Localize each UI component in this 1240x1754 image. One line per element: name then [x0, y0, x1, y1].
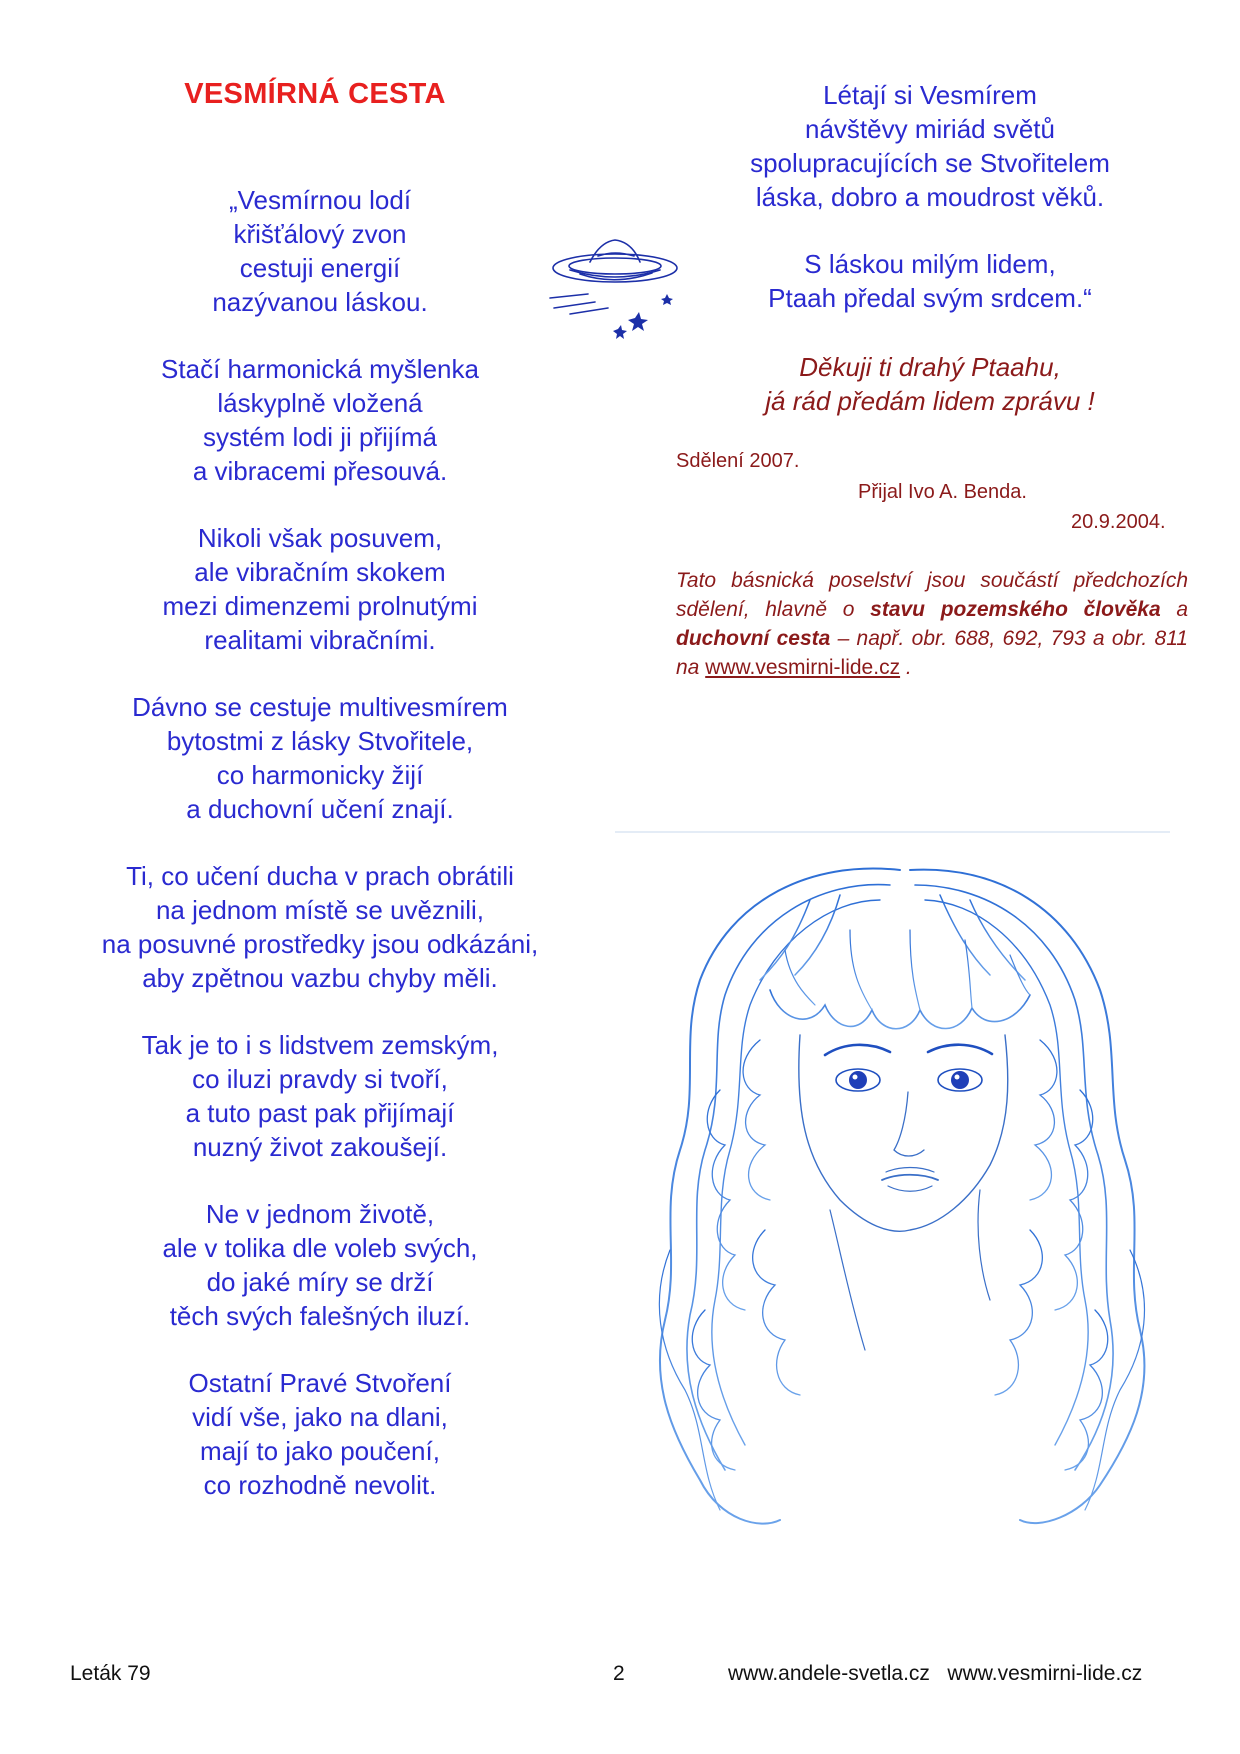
poem-line: Nikoli však posuvem,: [197, 523, 443, 553]
poem-line: nuzný život zakoušejí.: [192, 1132, 448, 1162]
poem-line: bytostmi z lásky Stvořitele,: [166, 726, 474, 756]
note-text: a: [1160, 598, 1188, 621]
poem-line: S láskou milým lidem,: [804, 249, 1056, 279]
poem-line: těch svých falešných iluzí.: [169, 1301, 471, 1331]
thanks-line: já rád předám lidem zprávu !: [765, 386, 1095, 416]
poem-line: návštěvy miriád světů: [805, 114, 1055, 144]
poem-line: co harmonicky žijí: [216, 760, 424, 790]
leaflet-number: Leták 79: [70, 1662, 151, 1685]
poem-stanza: [40, 521, 600, 657]
note-text: Tato básnická poselství jsou součástí předchozích sdělení, hlavně o: [676, 569, 1188, 621]
poem-stanza: [40, 352, 600, 488]
page-number: 2: [613, 1662, 625, 1685]
poem-line: systém lodi ji přijímá: [202, 422, 438, 452]
message-year: Sdělení 2007.: [676, 450, 800, 472]
poem-line: na posuvné prostředky jsou odkázáni,: [101, 929, 539, 959]
poem-stanza: [690, 247, 1170, 315]
ufo-icon: [540, 228, 690, 348]
poem-line: ale v tolika dle voleb svých,: [162, 1233, 478, 1263]
left-poem: [40, 183, 600, 1535]
poem-line: „Vesmírnou lodí: [228, 185, 412, 215]
poem-line: Létají si Vesmírem: [823, 80, 1037, 110]
note-text: – např. obr. 688, 692, 793 a obr. 811 na: [676, 627, 1188, 679]
poem-stanza: [40, 1197, 600, 1333]
received-by: Přijal Ivo A. Benda.: [858, 481, 1027, 503]
portrait-icon: [610, 830, 1190, 1570]
poem-line: do jaké míry se drží: [206, 1267, 434, 1297]
poem-line: Ptaah předal svým srdcem.“: [768, 283, 1092, 313]
star-icon: [613, 294, 673, 339]
message-date: 20.9.2004.: [1071, 511, 1166, 533]
poem-line: mají to jako poučení,: [200, 1436, 440, 1466]
poem-line: Stačí harmonická myšlenka: [161, 354, 479, 384]
note-bold-path: duchovní cesta: [676, 627, 831, 650]
thanks-text: [690, 350, 1170, 418]
poem-line: co iluzi pravdy si tvoří,: [192, 1064, 448, 1094]
poem-stanza: [40, 690, 600, 826]
poem-line: realitami vibračními.: [204, 625, 436, 655]
note-text: .: [900, 656, 912, 679]
note-bold-state: stavu pozemského člověka: [870, 598, 1161, 621]
reference-note: [676, 566, 1188, 682]
website-link[interactable]: www.vesmirni-lide.cz: [705, 656, 901, 679]
poem-line: a vibracemi přesouvá.: [192, 456, 448, 486]
poem-stanza: [40, 183, 600, 319]
poem-line: ale vibračním skokem: [194, 557, 446, 587]
poem-line: nazývanou láskou.: [212, 287, 428, 317]
poem-line: aby zpětnou vazbu chyby měli.: [142, 963, 498, 993]
right-poem: [690, 78, 1170, 348]
poem-line: mezi dimenzemi prolnutými: [162, 591, 478, 621]
poem-line: co rozhodně nevolit.: [203, 1470, 437, 1500]
poem-stanza: [40, 1028, 600, 1164]
poem-line: na jednom místě se uvěznili,: [155, 895, 485, 925]
poem-line: láskyplně vložená: [217, 388, 423, 418]
poem-line: Dávno se cestuje multivesmírem: [132, 692, 508, 722]
poem-line: spolupracujících se Stvořitelem: [750, 148, 1110, 178]
poem-line: křišťálový zvon: [233, 219, 407, 249]
poem-line: vidí vše, jako na dlani,: [192, 1402, 448, 1432]
poem-line: Tak je to i s lidstvem zemským,: [141, 1030, 499, 1060]
poem-stanza: [690, 78, 1170, 214]
poem-stanza: [40, 859, 600, 995]
poem-line: a duchovní učení znají.: [186, 794, 454, 824]
poem-line: Ne v jednom životě,: [205, 1199, 435, 1229]
poem-line: Ostatní Pravé Stvoření: [188, 1368, 452, 1398]
page-title: VESMÍRNÁ CESTA: [184, 78, 446, 110]
thanks-line: Děkuji ti drahý Ptaahu,: [799, 352, 1061, 382]
poem-line: cestuji energií: [239, 253, 401, 283]
poem-line: Ti, co učení ducha v prach obrátili: [126, 861, 514, 891]
poem-line: láska, dobro a moudrost věků.: [755, 182, 1105, 212]
poem-stanza: [40, 1366, 600, 1502]
eyes: [836, 1069, 982, 1091]
poem-line: a tuto past pak přijímají: [185, 1098, 455, 1128]
footer-websites: www.andele-svetla.cz www.vesmirni-lide.cz: [728, 1662, 1143, 1685]
